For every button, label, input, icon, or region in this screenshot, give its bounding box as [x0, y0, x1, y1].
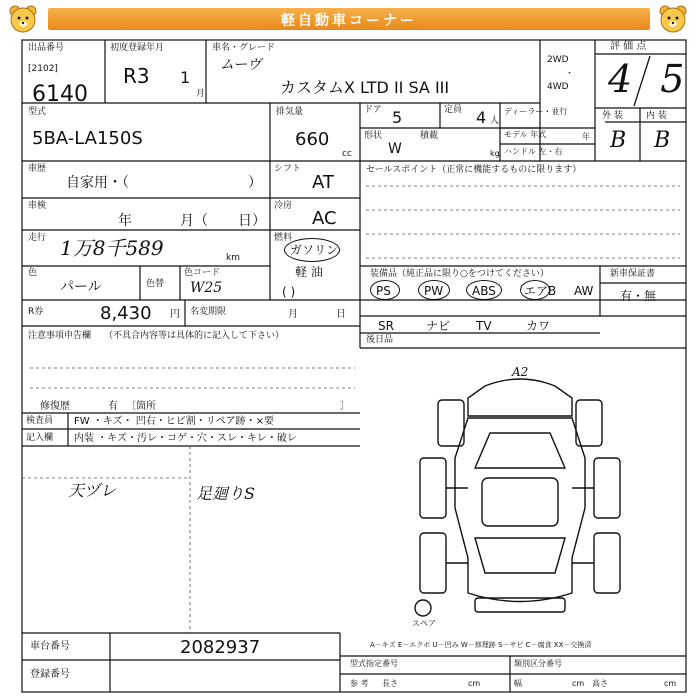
color-swap-label: 色替: [146, 279, 165, 289]
width-unit: cm: [572, 679, 585, 688]
model-year-label: モデル 年式: [504, 130, 547, 139]
equip-abs-circle: [466, 280, 502, 300]
inspection-day: 日）: [238, 213, 266, 229]
equip-ps-circle: [370, 280, 400, 300]
seats-unit: 人: [490, 116, 500, 126]
repair-label: 修復歴: [40, 401, 70, 412]
notes-sub: （不具合内容等は具体的に記入して下さい）: [104, 331, 285, 341]
equip-pw: PW: [424, 284, 444, 298]
length-label: 長さ: [382, 679, 398, 688]
shift-label: シフト: [274, 164, 302, 174]
sales-point-label: セールスポイント（正常に機能するものに限ります）: [366, 165, 582, 175]
first-registration-label: 初度登録年月: [110, 43, 165, 53]
color-code-label: 色コード: [184, 268, 221, 278]
bear-mascot-icon: [656, 2, 690, 36]
car-name-label: 車名・グレード: [212, 43, 276, 53]
repair-place: 〔箇所: [126, 401, 156, 412]
name-change-day: 日: [336, 309, 346, 320]
history-close: ）: [248, 175, 262, 191]
doors-value: 5: [392, 108, 403, 127]
mileage-label: 走行: [28, 233, 47, 243]
interior-label: 内 装: [646, 111, 667, 121]
warranty-label: 新車保証書: [610, 269, 656, 279]
fuel-diesel: 軽 油: [295, 265, 323, 279]
handle-label: ハンドル 左・右: [504, 147, 563, 156]
doors-label: ドア: [364, 105, 382, 115]
aircon-value: AC: [312, 208, 337, 229]
inspection-month: 月（: [180, 213, 208, 229]
color-code-value: W25: [190, 280, 223, 296]
inspection-sheet: [20, 38, 693, 698]
registration-era: R3: [123, 64, 150, 88]
displacement-label: 排気量: [276, 107, 304, 117]
mileage-unit: km: [226, 253, 240, 263]
name-change-label: 名変期限: [190, 307, 227, 317]
inspection-label: 車検: [28, 201, 47, 211]
chassis-number: 2082937: [180, 637, 261, 658]
handwritten-note-suspension: 足廻りS: [196, 484, 255, 503]
car-name: ムーヴ: [220, 57, 262, 73]
year-unit: 年: [582, 132, 590, 141]
recycle-unit: 円: [170, 309, 180, 320]
repair-close: 〕: [340, 401, 350, 412]
header-bar: [48, 8, 650, 30]
fuel-other: ( ): [282, 285, 296, 299]
shape-label: 形状: [364, 131, 383, 141]
month-unit: 月: [196, 89, 206, 99]
header-title: 軽自動車コーナー: [281, 13, 417, 29]
car-body-diagram: [415, 379, 620, 616]
equip-abs: ABS: [472, 284, 496, 298]
inspector-label: 検査員: [26, 416, 54, 426]
equip-tv: TV: [476, 319, 492, 333]
shape-value: W: [388, 141, 402, 157]
reference-label: 参 考: [350, 679, 369, 688]
inspection-year: 年: [118, 213, 132, 229]
name-change-month: 月: [288, 309, 298, 320]
notes-label: 注意事項申告欄: [28, 331, 92, 341]
dealer-label: ディーラー・並行: [504, 107, 568, 116]
drive-2wd: 2WD: [547, 55, 569, 65]
seats-label: 定員: [444, 105, 463, 115]
height-unit: cm: [664, 679, 677, 688]
score-value: 4 5: [608, 57, 693, 101]
width-label: 幅: [514, 679, 522, 688]
length-unit: cm: [468, 679, 481, 688]
warranty-value: 有・無: [620, 289, 657, 303]
displacement-unit: cc: [342, 149, 352, 159]
score-label: 評 価 点: [610, 41, 647, 52]
equip-sr: SR: [378, 319, 394, 333]
registration-number-label: 登録番号: [30, 669, 70, 680]
shift-value: AT: [312, 172, 334, 193]
aircon-label: 冷房: [274, 201, 293, 211]
color-value: パール: [60, 279, 102, 295]
aftermarket-label: 後日品: [366, 335, 394, 345]
fuel-gasoline: ガソリン: [290, 243, 339, 257]
equip-aw: AW: [574, 284, 594, 298]
lot-sub-code: [2102]: [28, 64, 58, 74]
interior-grade: B: [654, 128, 671, 153]
model-code: 5BA-LA150S: [32, 128, 143, 149]
spare-label: スペア: [412, 619, 436, 628]
fuel-selected-circle: [284, 238, 340, 262]
lot-number: 6140: [32, 82, 88, 107]
check-row-exterior: FW ・キズ・ 凹右・ヒビ割・リペア跡・×要: [74, 416, 274, 427]
load-label: 積載: [420, 131, 439, 141]
height-label: 高さ: [592, 679, 608, 688]
bear-mascot-icon: [6, 2, 40, 36]
handwritten-note-roof: 天ヅレ: [68, 481, 117, 500]
seats-value: 4: [476, 108, 487, 127]
history-value: 自家用・（: [66, 175, 129, 191]
equip-airbag-circle: [520, 280, 550, 300]
equip-leather: カワ: [526, 319, 551, 333]
equip-pw-circle: [418, 280, 450, 300]
displacement-value: 660: [295, 129, 330, 150]
mileage-value: 1万8千589: [60, 236, 164, 260]
color-label: 色: [28, 268, 38, 278]
recycle-label: R券: [28, 307, 44, 317]
history-label: 車歴: [28, 164, 47, 174]
car-grade: カスタムX LTD II SA III: [280, 78, 450, 97]
check-row-interior: 内装 ・キズ・汚レ・コゲ・穴・スレ・キレ・破レ: [74, 433, 297, 444]
drive-dot: ・: [565, 69, 575, 79]
repair-value: 有: [108, 401, 118, 412]
equip-ps: PS: [376, 284, 391, 298]
chassis-label: 車台番号: [30, 641, 70, 652]
exterior-grade: B: [610, 128, 627, 153]
model-label: 型式: [28, 107, 47, 117]
load-unit: kg: [490, 149, 500, 158]
fuel-label: 燃料: [274, 233, 293, 243]
lot-number-label: 出品番号: [28, 43, 65, 53]
equip-navi: ナビ: [426, 319, 451, 333]
drive-4wd: 4WD: [547, 82, 569, 92]
approval-number-label: 型式指定番号: [350, 659, 398, 668]
exterior-label: 外 装: [602, 111, 623, 121]
equip-airbag: エアB: [524, 284, 557, 298]
registration-month: 1: [180, 68, 191, 87]
recycle-amount: 8,430: [100, 303, 152, 324]
header: [0, 0, 700, 38]
record-label: 記入欄: [26, 433, 54, 443]
damage-legend: A－キズ E－エクボ U－凹み W－修理跡 S－サビ C－腐食 XX－交換済: [370, 641, 592, 649]
equipment-label: 装備品（純正品に限り○をつけてください）: [370, 269, 549, 279]
class-number-label: 類別区分番号: [514, 659, 562, 668]
diagram-damage-mark: A2: [512, 365, 529, 379]
